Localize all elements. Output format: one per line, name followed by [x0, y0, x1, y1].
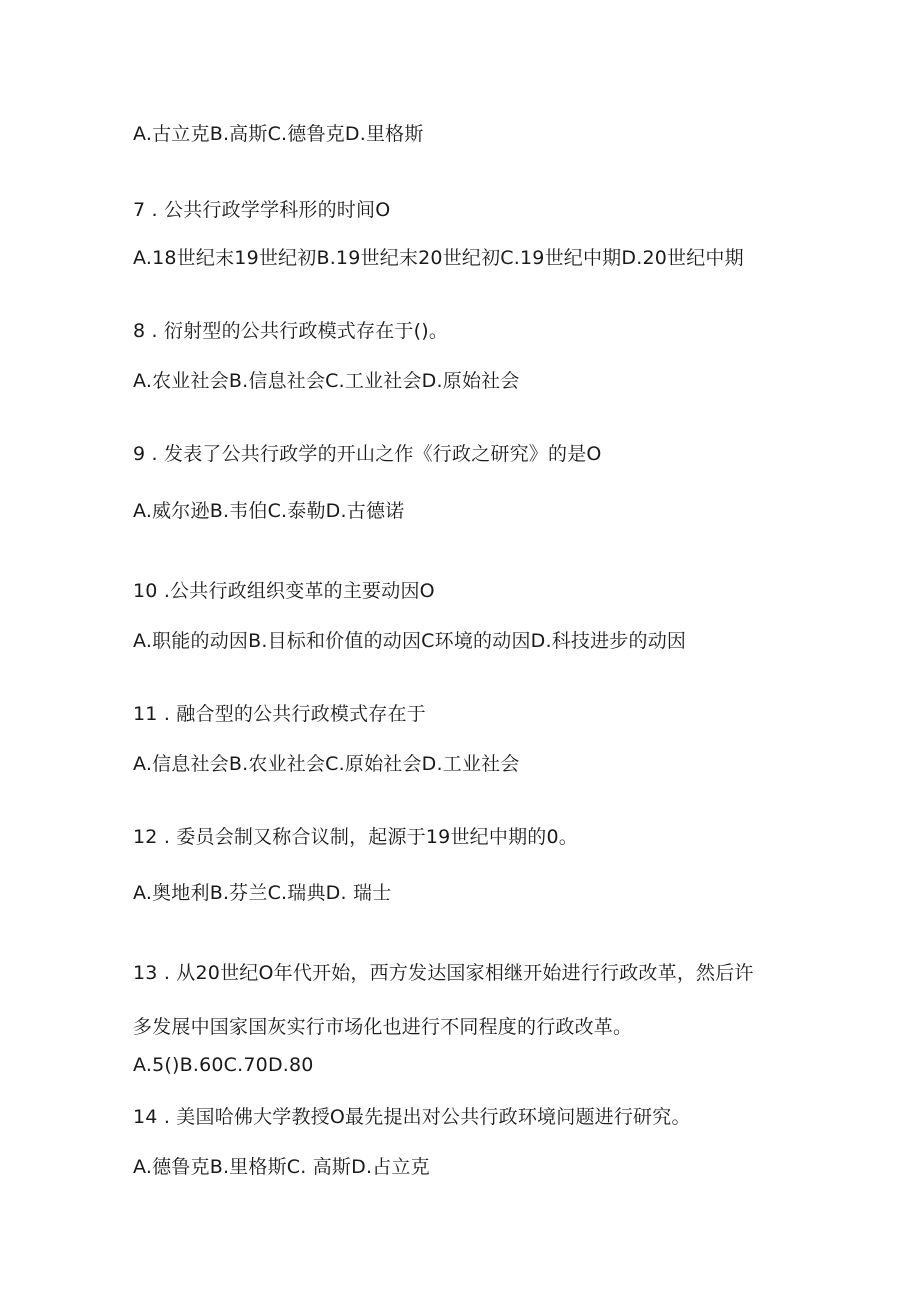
- q7-options: A.18世纪末19世纪初B.19世纪末20世纪初C.19世纪中期D.20世纪中期: [133, 247, 744, 269]
- q7-question: 7 . 公共行政学学科形的时间O: [133, 199, 391, 221]
- q13-question-line1: 13 . 从20世纪O年代开始，西方发达国家相继开始进行行政改革，然后许: [133, 962, 754, 984]
- q14-options: A.德鲁克B.里格斯C. 高斯D.占立克: [133, 1156, 430, 1178]
- q9-question: 9 . 发表了公共行政学的开山之作《行政之研究》的是O: [133, 443, 602, 465]
- q12-options: A.奥地利B.芬兰C.瑞典D. 瑞士: [133, 882, 392, 904]
- q13-question-line2: 多发展中国家国灰实行市场化也进行不同程度的行政改革。: [133, 1016, 633, 1038]
- q10-question: 10 .公共行政组织变革的主要动因O: [133, 580, 435, 602]
- q11-question: 11 . 融合型的公共行政模式存在于: [133, 703, 426, 725]
- q11-options: A.信息社会B.农业社会C.原始社会D.工业社会: [133, 753, 520, 775]
- q12-question: 12 . 委员会制又称合议制，起源于19世纪中期的0。: [133, 826, 578, 848]
- q6-options: A.古立克B.高斯C.德鲁克D.里格斯: [133, 123, 424, 145]
- q8-question: 8 . 衍射型的公共行政模式存在于()。: [133, 320, 449, 342]
- q9-options: A.威尔逊B.韦伯C.泰勒D.古德诺: [133, 500, 405, 522]
- q14-question: 14 . 美国哈佛大学教授O最先提出对公共行政环境问题进行研究。: [133, 1106, 691, 1128]
- q10-options: A.职能的动因B.目标和价值的动因C环境的动因D.科技进步的动因: [133, 630, 687, 652]
- q8-options: A.农业社会B.信息社会C.工业社会D.原始社会: [133, 370, 520, 392]
- q13-options: A.5()B.60C.70D.80: [133, 1054, 314, 1076]
